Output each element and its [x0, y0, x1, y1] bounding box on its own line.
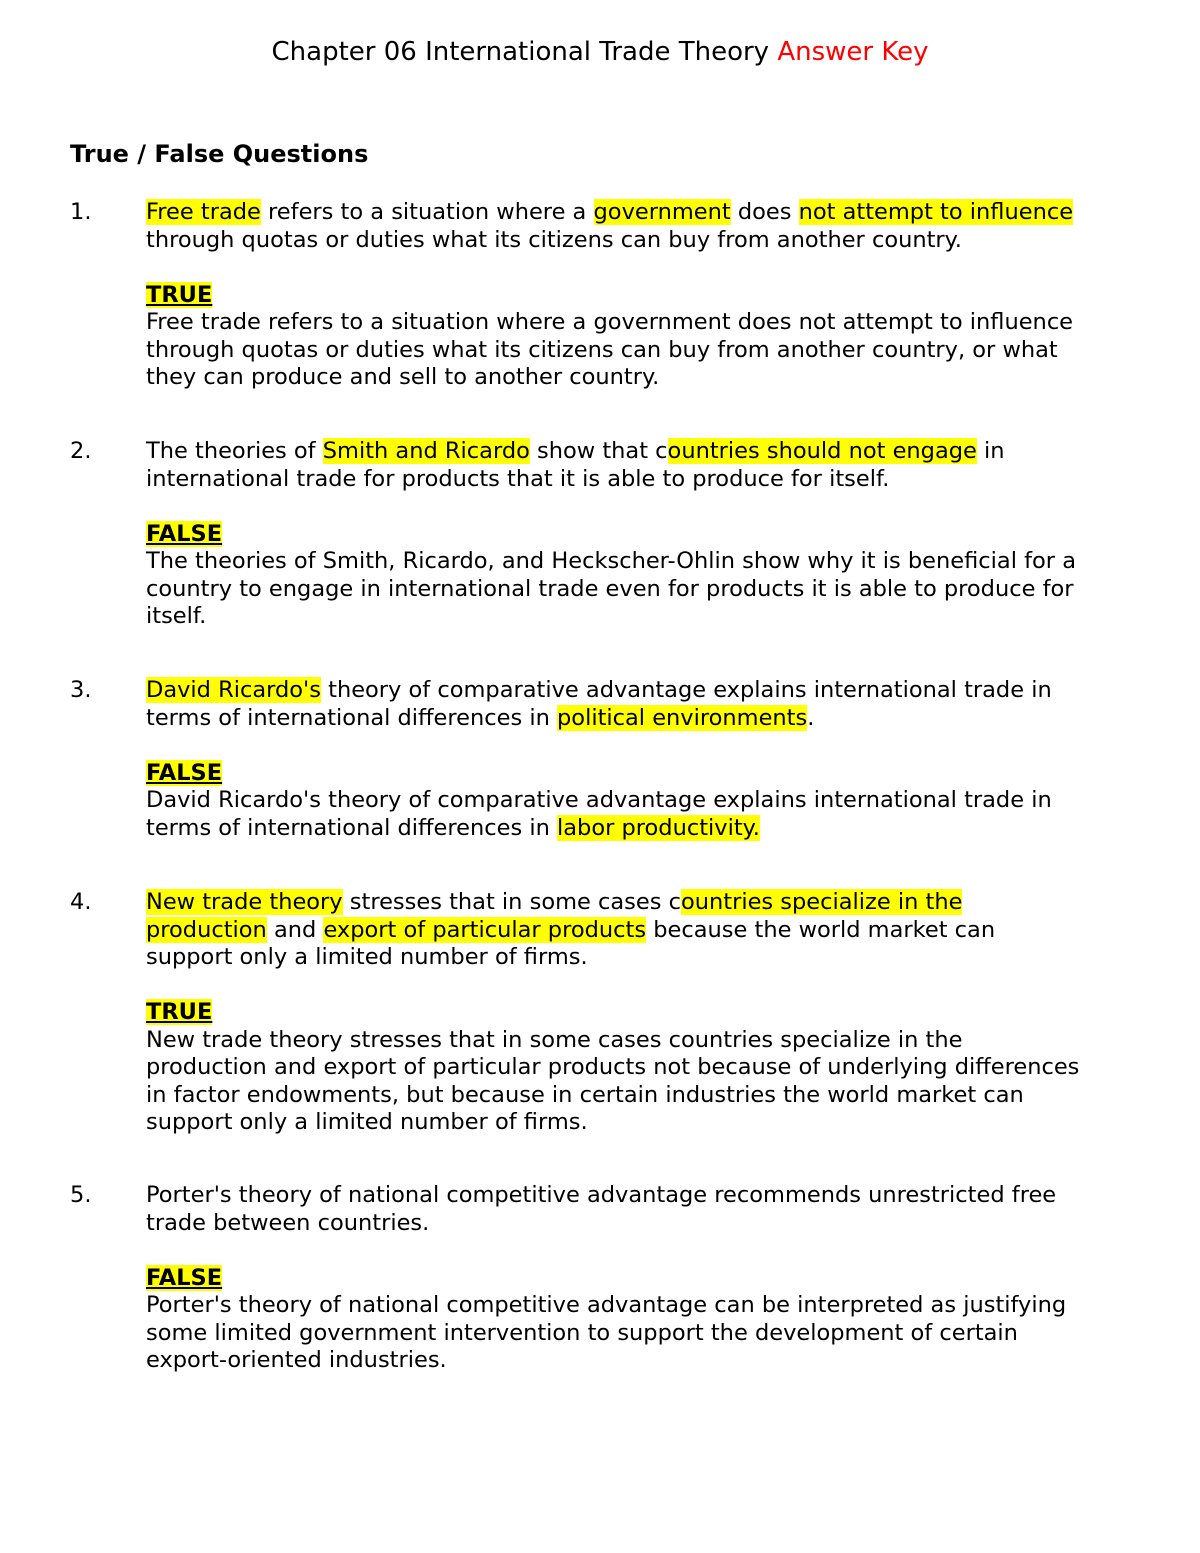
answer-label: TRUE [146, 281, 213, 308]
answer-label: FALSE [146, 759, 223, 786]
highlighted-text: export of particular products [323, 916, 647, 943]
explanation-line: production and export of particular products not because of underlying differences [146, 1054, 1080, 1080]
title-answer-key: Answer Key [777, 37, 929, 67]
answer-line [146, 760, 1136, 788]
question-body [146, 438, 1136, 631]
explanation-line: itself. [146, 603, 207, 629]
question-body [146, 199, 1136, 392]
question-line: Free trade refers to a situation where a government does not attempt to influence [146, 199, 1074, 225]
explanation-line: terms of international differences in labor productivity. [146, 814, 760, 841]
highlighted-text: production [146, 916, 267, 943]
highlighted-text: political environments [557, 704, 808, 731]
question-line: through quotas or duties what its citizens can buy from another country. [146, 226, 962, 253]
question-body [146, 677, 1136, 842]
title-main: Chapter 06 International Trade Theory [271, 37, 778, 67]
answer-line [146, 999, 1136, 1027]
answer-line [146, 282, 1136, 310]
highlighted-text: labor productivity. [557, 814, 760, 841]
answer-line [146, 521, 1136, 549]
highlighted-text: Free trade [146, 199, 261, 225]
question-number: 3. [70, 677, 92, 703]
question-line: trade between countries. [146, 1209, 430, 1236]
answer-label: FALSE [146, 1264, 223, 1291]
highlighted-text: David Ricardo's [146, 677, 321, 703]
explanation-line: David Ricardo's theory of comparative advantage explains international trade in [146, 787, 1052, 813]
explanation-line: Porter's theory of national competitive advantage can be interpreted as justifying [146, 1292, 1067, 1318]
explanation-line: through quotas or duties what its citizens can buy from another country, or what [146, 336, 1058, 363]
section-heading: True / False Questions [70, 140, 369, 168]
question-number: 5. [70, 1182, 92, 1208]
explanation-line: country to engage in international trade even for products it is able to produce for [146, 575, 1074, 602]
question-body [146, 1182, 1136, 1375]
explanation-line: support only a limited number of firms. [146, 1109, 588, 1135]
question-number: 4. [70, 889, 92, 915]
explanation-line: in factor endowments, but because in certain industries the world market can [146, 1081, 1024, 1108]
question-line: New trade theory stresses that in some cases countries specialize in the [146, 889, 963, 915]
highlighted-text: ountries specialize in the [680, 889, 963, 915]
highlighted-text: Smith and Ricardo [322, 438, 530, 464]
question-line: David Ricardo's theory of comparative advantage explains international trade in [146, 677, 1052, 703]
explanation-line: Free trade refers to a situation where a government does not attempt to influence [146, 309, 1074, 335]
question-line: production and export of particular products because the world market can [146, 916, 996, 943]
highlighted-text: New trade theory [146, 889, 343, 915]
question-line: international trade for products that it is able to produce for itself. [146, 465, 890, 492]
question-line: support only a limited number of firms. [146, 944, 588, 970]
question-line: The theories of Smith and Ricardo show that countries should not engage in [146, 438, 1005, 464]
question-number: 1. [70, 199, 92, 225]
question-body [146, 889, 1136, 1137]
question-line: Porter's theory of national competitive advantage recommends unrestricted free [146, 1182, 1057, 1208]
answer-label: TRUE [146, 999, 213, 1025]
highlighted-text: government [593, 199, 731, 225]
explanation-line: New trade theory stresses that in some cases countries specialize in the [146, 1026, 963, 1053]
page-title [0, 34, 1200, 70]
question-number: 2. [70, 438, 92, 464]
highlighted-text: ountries should not engage [667, 438, 977, 464]
highlighted-text: not attempt to influence [798, 199, 1074, 225]
answer-label: FALSE [146, 520, 223, 547]
question-line: terms of international differences in political environments. [146, 704, 815, 731]
explanation-line: The theories of Smith, Ricardo, and Heckscher-Ohlin show why it is beneficial for a [146, 548, 1076, 574]
explanation-line: export-oriented industries. [146, 1347, 447, 1373]
explanation-line: some limited government intervention to support the development of certain [146, 1319, 1018, 1346]
answer-line [146, 1265, 1136, 1293]
explanation-line: they can produce and sell to another country. [146, 364, 660, 390]
